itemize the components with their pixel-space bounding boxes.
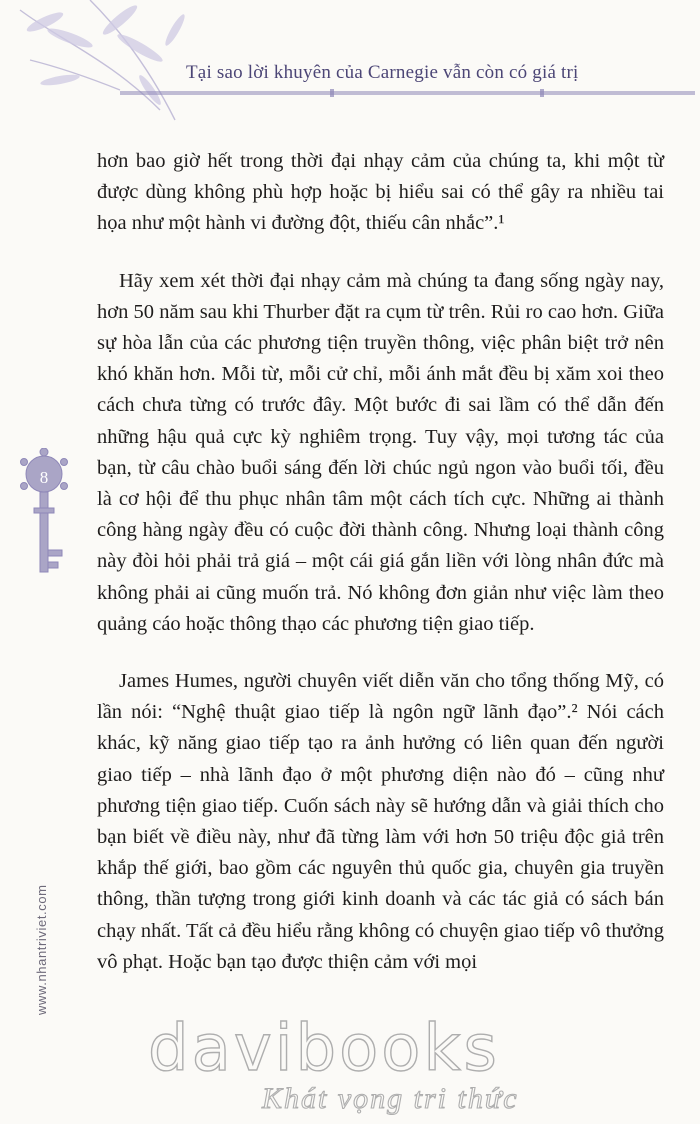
paragraph-sensitive-era: Hãy xem xét thời đại nhạy cảm mà chúng ta đang sống ngày nay, hơn 50 năm sau khi Thurber đặt ra cụm từ trên. Rủi ro cao hơn. Giữa sự hòa lẫn của các phương tiện truyền thông, việc phân biệt trở nên khó khăn hơn. Mỗi từ, mỗi cử chỉ, mỗi ánh mắt đều bị xăm xoi theo cách chưa từng có trước đây. Một bước đi sai lầm có thể dẫn đến những hậu quả cực kỳ nghiêm trọng. Tuy vậy, mọi tương tác của bạn, từ câu chào buổi sáng đến lời chúc ngủ ngon vào buổi tối, đều là cơ hội để thu phục nhân tâm một cách tích cực. Những ai thành công hàng ngày đều có cuộc đời thành công. Nhưng loại thành công này đòi hỏi phải trả giá – một cái giá gắn liền với lòng nhân đức mà không phải ai cũng muốn trả. Nó không đơn giản như việc làm theo quảng cáo hoặc thông thạo các phương tiện giao tiếp. — [97, 269, 664, 635]
paragraph-continuation: hơn bao giờ hết trong thời đại nhạy cảm của chúng ta, khi một từ được dùng không phù hợp hoặc bị hiểu sai có thể gây ra nhiều tai họa như một hành vi đường đột, thiếu cân nhắc”.¹ — [97, 150, 664, 235]
publisher-url: www.nhantriviet.com — [34, 884, 49, 1015]
watermark-logo: davibooks — [148, 1012, 500, 1086]
page-number: 8 — [39, 468, 49, 487]
body-text — [97, 146, 664, 978]
running-header: Tại sao lời khuyên của Carnegie vẫn còn có giá trị — [186, 62, 579, 83]
watermark-tagline: Khát vọng tri thức — [262, 1082, 519, 1115]
header-rule-icon — [120, 88, 695, 98]
paragraph-james-humes: James Humes, người chuyên viết diễn văn cho tổng thống Mỹ, có lần nói: “Nghệ thuật giao tiếp là ngôn ngữ lãnh đạo”.² Nói cách khác, kỹ năng giao tiếp tạo ra ảnh hưởng có liên quan đến người giao tiếp – nhà lãnh đạo ở một phương diện nào đó – cũng như phương tiện giao tiếp. Cuốn sách này sẽ hướng dẫn và giải thích cho bạn biết về điều này, như đã từng làm với hơn 50 triệu độc giả trên khắp thế giới, bao gồm các nguyên thủ quốc gia, chuyên gia truyền thông, thần tượng trong giới kinh doanh và các tác giả có sách bán chạy nhất. Tất cả đều hiểu rằng không có chuyện giao tiếp vô thưởng vô phạt. Hoặc bạn tạo được thiện cảm với mọi — [97, 670, 664, 973]
